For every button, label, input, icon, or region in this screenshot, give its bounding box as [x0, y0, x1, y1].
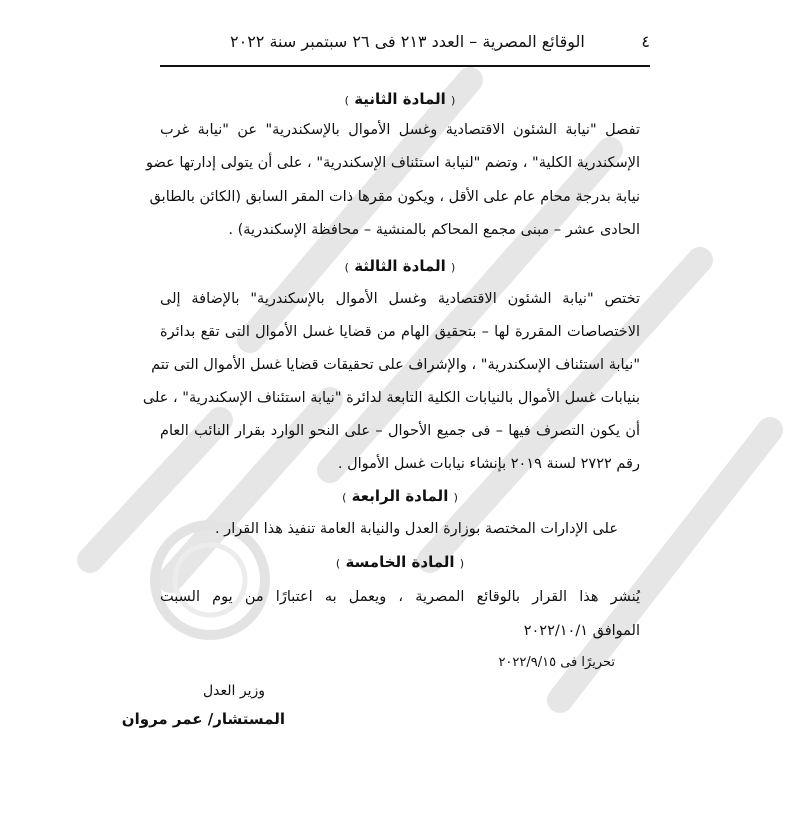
header-rule — [160, 65, 650, 67]
paragraph-line: تفصل "نيابة الشئون الاقتصادية وغسل الأموال بالإسكندرية" عن "نيابة غرب — [160, 122, 640, 138]
paragraph-line: الاختصاصات المقررة لها – بتحقيق الهام من قضايا غسل الأموال التى تقع بدائرة — [160, 324, 640, 340]
header-title: الوقائع المصرية – العدد ٢١٣ فى ٢٦ سبتمبر سنة ٢٠٢٢ — [230, 32, 585, 51]
page-header — [230, 32, 650, 51]
paragraph-line: الحادى عشر – مبنى مجمع المحاكم بالمنشية – محافظة الإسكندرية) . — [228, 222, 640, 238]
paragraph-line: رقم ٢٧٢٢ لسنة ٢٠١٩ بإنشاء نيابات غسل الأموال . — [337, 456, 640, 472]
article-5-heading: ( المادة الخامسة ) — [335, 553, 465, 571]
article-2-heading: ( المادة الثانية ) — [344, 90, 456, 108]
paragraph-line: أن يكون التصرف فيها – فى جميع الأحوال – على النحو الوارد بقرار النائب العام — [160, 423, 640, 439]
paragraph-line: الإسكندرية الكلية" ، وتضم "لنيابة استئناف الإسكندرية" ، على أن يتولى إدارتها عضو — [146, 155, 640, 171]
date-line: تحريرًا فى ٢٠٢٢/٩/١٥ — [498, 655, 615, 670]
page-number: ٤ — [641, 32, 650, 51]
paragraph-line: تختص "نيابة الشئون الاقتصادية وغسل الأموال بالإسكندرية" بالإضافة إلى — [160, 291, 640, 307]
paragraph-line: على الإدارات المختصة بوزارة العدل والنيابة العامة تنفيذ هذا القرار . — [214, 521, 618, 537]
article-3-heading: ( المادة الثالثة ) — [344, 257, 456, 275]
article-4-heading: ( المادة الرابعة ) — [342, 487, 458, 505]
paragraph-line: "نيابة استئناف الإسكندرية" ، والإشراف على تحقيقات قضايا غسل الأموال التى تتم — [151, 357, 640, 373]
paragraph-line: نيابة بدرجة محام عام على الأقل ، ويكون مقرها ذات المقر السابق (الكائن بالطابق — [149, 189, 640, 205]
paragraph-line: الموافق ٢٠٢٢/١٠/١ — [523, 623, 640, 639]
paragraph-line: بنيابات غسل الأموال بالنيابات الكلية التابعة لدائرة "نيابة استئناف الإسكندرية" ، على — [142, 390, 640, 406]
signature-name: المستشار/ عمر مروان — [121, 710, 285, 728]
paragraph-line: يُنشر هذا القرار بالوقائع المصرية ، ويعمل به اعتبارًا من يوم السبت — [160, 589, 640, 605]
signature-title: وزير العدل — [202, 683, 265, 699]
